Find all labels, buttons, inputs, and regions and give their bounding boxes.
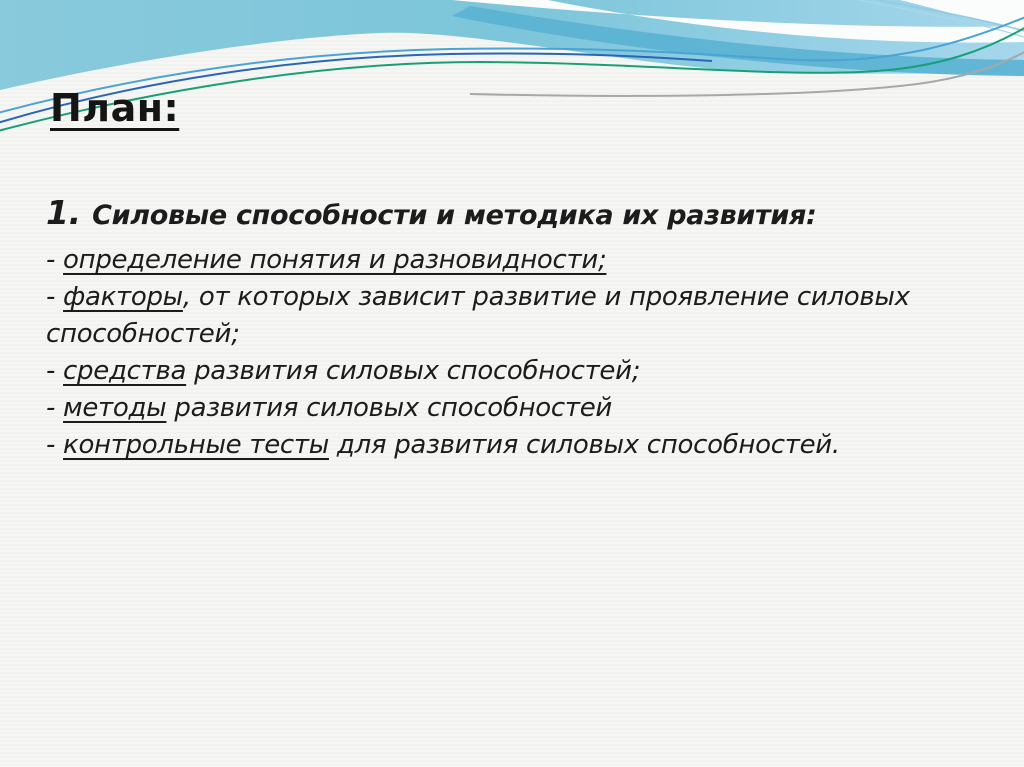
text-segment: - — [46, 356, 64, 386]
plan-item-means — [46, 353, 996, 390]
text-segment: факторы — [63, 282, 183, 312]
plan-heading — [46, 192, 996, 237]
plan-item-factors-continuation — [46, 316, 996, 353]
text-segment: - — [46, 393, 64, 423]
text-segment: - — [46, 282, 64, 312]
text-segment: способностей; — [46, 319, 240, 349]
text-segment: 1. — [46, 193, 93, 232]
text-segment: развития силовых способностей; — [186, 356, 641, 386]
text-segment: методы — [63, 393, 167, 423]
slide-title: План: — [50, 86, 180, 130]
text-segment: для развития силовых способностей. — [328, 430, 840, 460]
text-segment: контрольные тесты — [63, 430, 329, 460]
plan-item-factors — [46, 279, 996, 316]
plan-item-tests — [46, 427, 996, 464]
text-segment: средства — [63, 356, 187, 386]
text-segment: развития силовых способностей — [166, 393, 613, 423]
text-segment: определение понятия и разновидности; — [63, 245, 607, 275]
text-segment: Силовые способности и методика их развития: — [92, 200, 817, 231]
text-segment: , от которых зависит развитие и проявление силовых — [182, 282, 910, 312]
text-segment: - — [46, 430, 64, 460]
plan-item-methods — [46, 390, 996, 427]
plan-body — [46, 192, 996, 464]
text-segment: - — [46, 245, 64, 275]
plan-item-definition — [46, 242, 996, 279]
